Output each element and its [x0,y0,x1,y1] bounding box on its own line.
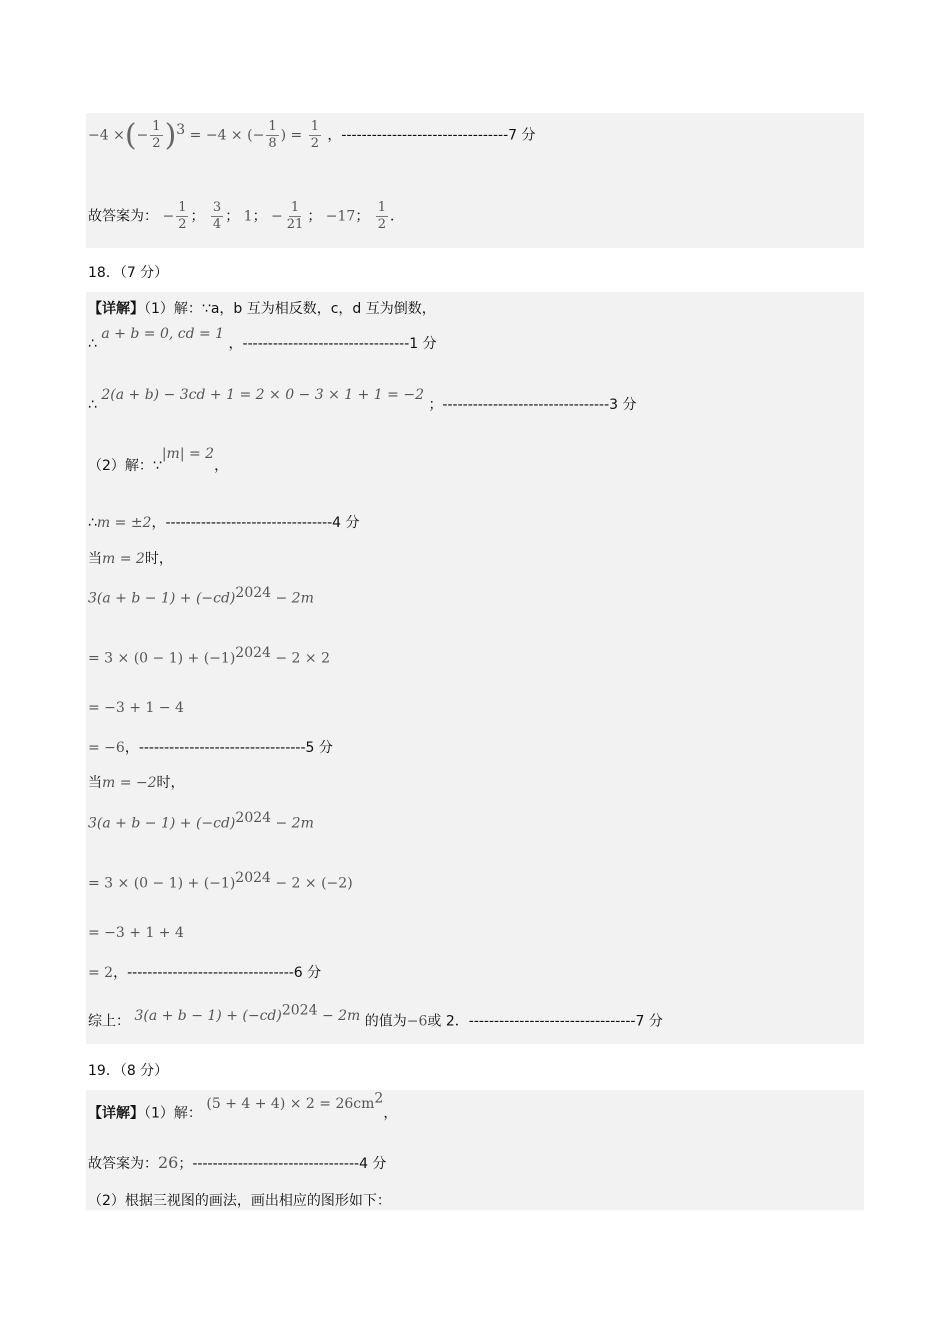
q18-case1: 当m = 2时， [88,551,173,567]
q18-case1-simplify: = −3 + 1 − 4 [88,700,184,716]
q18-case2-sub: = $3 \times (0 - 1) + (-1)^{2024} - 2 \times (-2)$ [88,870,353,892]
q18-header: 18．（7 分） [88,265,169,281]
q18-case2-simplify: = −3 + 1 + 4 [88,925,184,941]
q18-case1-expr: $3(a + b - 1) + (-cd)^{2024} - 2m$ [88,585,314,607]
q18-part2: （2）解：∵|m| = 2， [88,446,229,474]
q19-answer: 故答案为：26；---------------------------------4 分 [88,1153,387,1172]
q18-case2-result: = 2，---------------------------------6 分 [88,965,322,981]
q17-final-computation: −4 ×(− $\frac{1}{2}$ )$^3$ = −4 × (− $\frac{1}{8}$ ) = $\frac{1}{2}$ ，---------------------------------7 分 [88,118,536,153]
q18-summary: 综上： $3(a + b - 1) + (-cd)^{2024} - 2m$ 的值为−6或 2．---------------------------------7 分 [88,1002,663,1030]
q17-answer: 故答案为： − $\frac{1}{2}$ ； $\frac{3}{4}$ ； 1； − $\frac{1}{21}$ ； −17； $\frac{1}{2}$ ． [88,200,405,232]
q18-intro: 【详解】（1）解：∵a，b 互为相反数，c，d 互为倒数， [88,301,436,317]
q18-case2: 当m = −2时， [88,775,185,791]
q18-case2-expr: $3(a + b - 1) + (-cd)^{2024} - 2m$ [88,810,314,832]
q18-step1: ∴ a + b = 0, cd = 1 ，---------------------------------1 分 [88,326,437,352]
q19-part2: （2）根据三视图的画法，画出相应的图形如下： [88,1193,391,1209]
q18-step2: ∴ 2(a + b) − 3cd + 1 = 2 × 0 − 3 × 1 + 1 = −2 ；---------------------------------3 分 [88,387,637,413]
q19-intro: 【详解】（1）解： $(5 + 4 + 4) \times 2 = 26cm^2$， [88,1090,398,1122]
q19-header: 19．（8 分） [88,1063,169,1079]
q18-case1-result: = −6，---------------------------------5 分 [88,740,333,756]
q18-case1-sub: = $3 \times (0 - 1) + (-1)^{2024} - 2 \times 2$ [88,645,330,667]
q17-line1-tail: ，---------------------------------7 分 [327,127,536,144]
q18-step3: ∴m = ±2，---------------------------------4 分 [88,515,360,531]
